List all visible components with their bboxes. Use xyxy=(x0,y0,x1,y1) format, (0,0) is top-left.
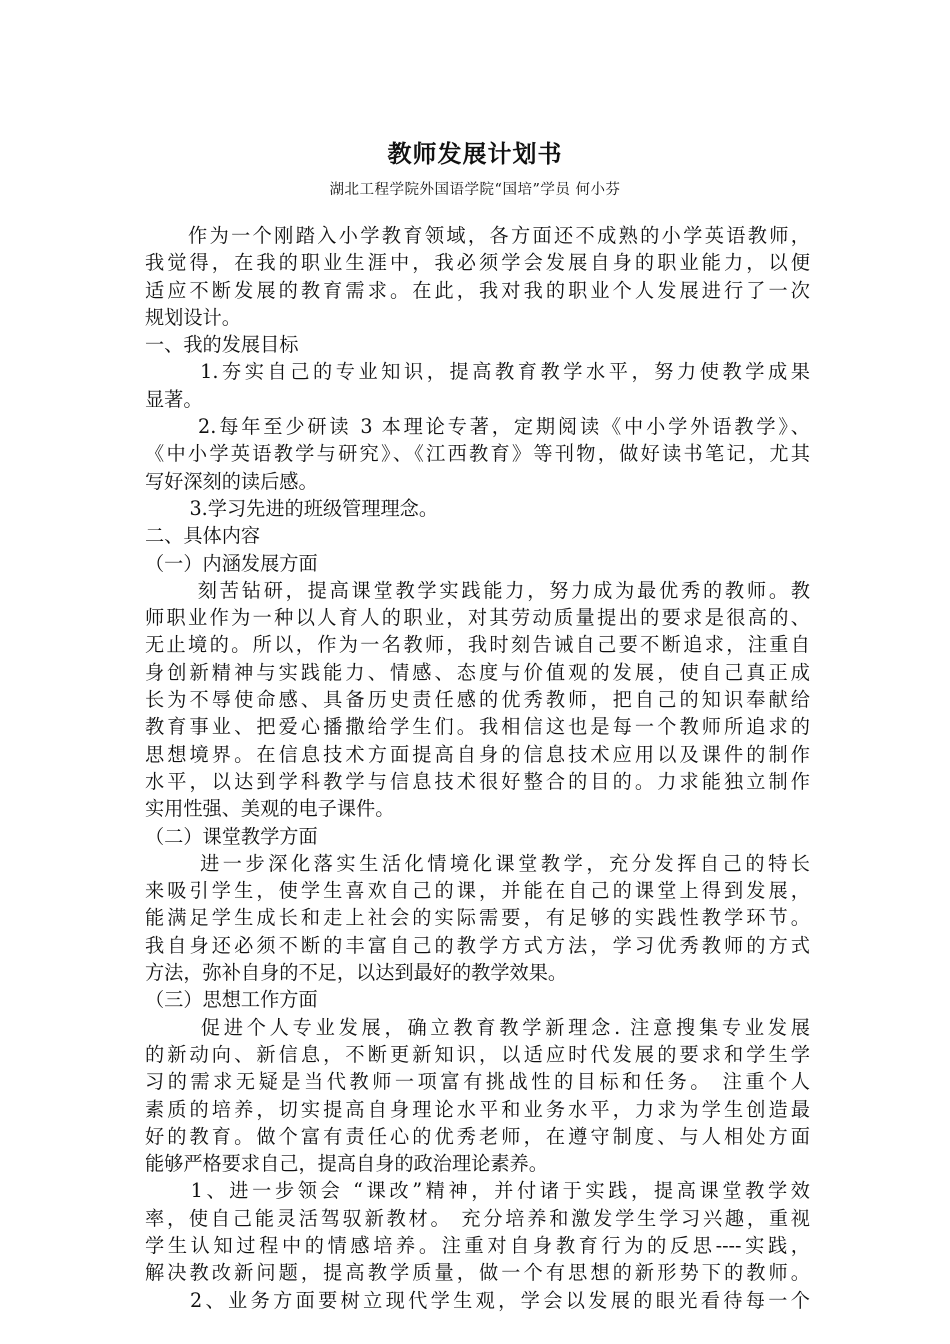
text-line: 习的需求无疑是当代教师一项富有挑战性的目标和任务。 注重个人 xyxy=(145,1070,810,1094)
text-line: 能满足学生成长和走上社会的实际需要，有足够的实践性教学环节。 xyxy=(145,906,810,930)
text-line: 写好深刻的读后感。 xyxy=(145,469,318,493)
text-line: 身创新精神与实践能力、情感、态度与价值观的发展，使自己真正成 xyxy=(145,660,810,684)
text-line: （三）思想工作方面 xyxy=(145,988,318,1012)
document-title: 教师发展计划书 xyxy=(387,139,563,168)
text-line: 2、业务方面要树立现代学生观，学会以发展的眼光看待每一个 xyxy=(145,1288,810,1312)
text-line: 的新动向、新信息，不断更新知识，以适应时代发展的要求和学生学 xyxy=(145,1042,810,1066)
text-line: 好的教育。做个富有责任心的优秀老师，在遵守制度、与人相处方面 xyxy=(145,1124,810,1148)
text-line: 解决教改新问题，提高教学质量，做一个有思想的新形势下的教师。 xyxy=(145,1261,810,1285)
text-line: 师职业作为一种以人育人的职业，对其劳动质量提出的要求是很高的、 xyxy=(145,606,810,630)
text-line: 刻苦钻研，提高课堂教学实践能力，努力成为最优秀的教师。教 xyxy=(145,578,810,602)
text-line: 思想境界。在信息技术方面提高自身的信息技术应用以及课件的制作 xyxy=(145,742,810,766)
text-line: 进一步深化落实生活化情境化课堂教学，充分发挥自己的特长 xyxy=(145,851,810,875)
text-line: （一）内涵发展方面 xyxy=(145,551,318,575)
text-line: 1.夯实自己的专业知识，提高教育教学水平，努力使教学成果 xyxy=(145,360,810,384)
text-line: 1、进一步领会 “课改”精神，并付诸于实践，提高课堂教学效 xyxy=(145,1179,810,1203)
text-line: 《中小学英语教学与研究》、《江西教育》等刊物，做好读书笔记，尤其 xyxy=(145,442,810,466)
text-line: 我觉得，在我的职业生涯中，我必须学会发展自身的职业能力，以便 xyxy=(145,251,810,275)
text-line: 素质的培养，切实提高自身理论水平和业务水平，力求为学生创造最 xyxy=(145,1097,810,1121)
text-line: 一、我的发展目标 xyxy=(145,333,299,357)
text-line: 水平，以达到学科教学与信息技术很好整合的目的。力求能独立制作 xyxy=(145,769,810,793)
text-line: 方法，弥补自身的不足，以达到最好的教学效果。 xyxy=(145,961,568,985)
document-body xyxy=(145,222,810,1314)
text-line: 我自身还必须不断的丰富自己的教学方式方法，学习优秀教师的方式 xyxy=(145,933,810,957)
text-line: 规划设计。 xyxy=(145,305,241,329)
text-line: 率，使自己能灵活驾驭新教材。 充分培养和激发学生学习兴趣，重视 xyxy=(145,1206,810,1230)
text-line: 长为不辱使命感、具备历史责任感的优秀教师，把自己的知识奉献给 xyxy=(145,688,810,712)
text-line: 促进个人专业发展，确立教育教学新理念. 注意搜集专业发展 xyxy=(145,1015,810,1039)
document-subtitle: 湖北工程学院外国语学院“国培”学员 何小芬 xyxy=(329,182,621,198)
text-line: 3.学习先进的班级管理理念。 xyxy=(145,496,439,520)
text-line: 显著。 xyxy=(145,387,203,411)
text-line: 能够严格要求自己，提高自身的政治理论素养。 xyxy=(145,1152,548,1176)
text-line: 二、具体内容 xyxy=(145,524,261,548)
text-line: 适应不断发展的教育需求。在此，我对我的职业个人发展进行了一次 xyxy=(145,278,810,302)
text-line: 教育事业、把爱心播撒给学生们。我相信这也是每一个教师所追求的 xyxy=(145,715,810,739)
text-line: 来吸引学生，使学生喜欢自己的课，并能在自己的课堂上得到发展， xyxy=(145,879,810,903)
text-line: （二）课堂教学方面 xyxy=(145,824,318,848)
text-line: 2.每年至少研读 3 本理论专著，定期阅读《中小学外语教学》、 xyxy=(145,415,810,439)
text-line: 学生认知过程中的情感培养。注重对自身教育行为的反思----实践， xyxy=(145,1233,810,1257)
text-line: 实用性强、美观的电子课件。 xyxy=(145,797,395,821)
text-line: 无止境的。所以，作为一名教师，我时刻告诫自己要不断追求，注重自 xyxy=(145,633,810,657)
text-line: 作为一个刚踏入小学教育领域，各方面还不成熟的小学英语教师， xyxy=(145,224,810,247)
